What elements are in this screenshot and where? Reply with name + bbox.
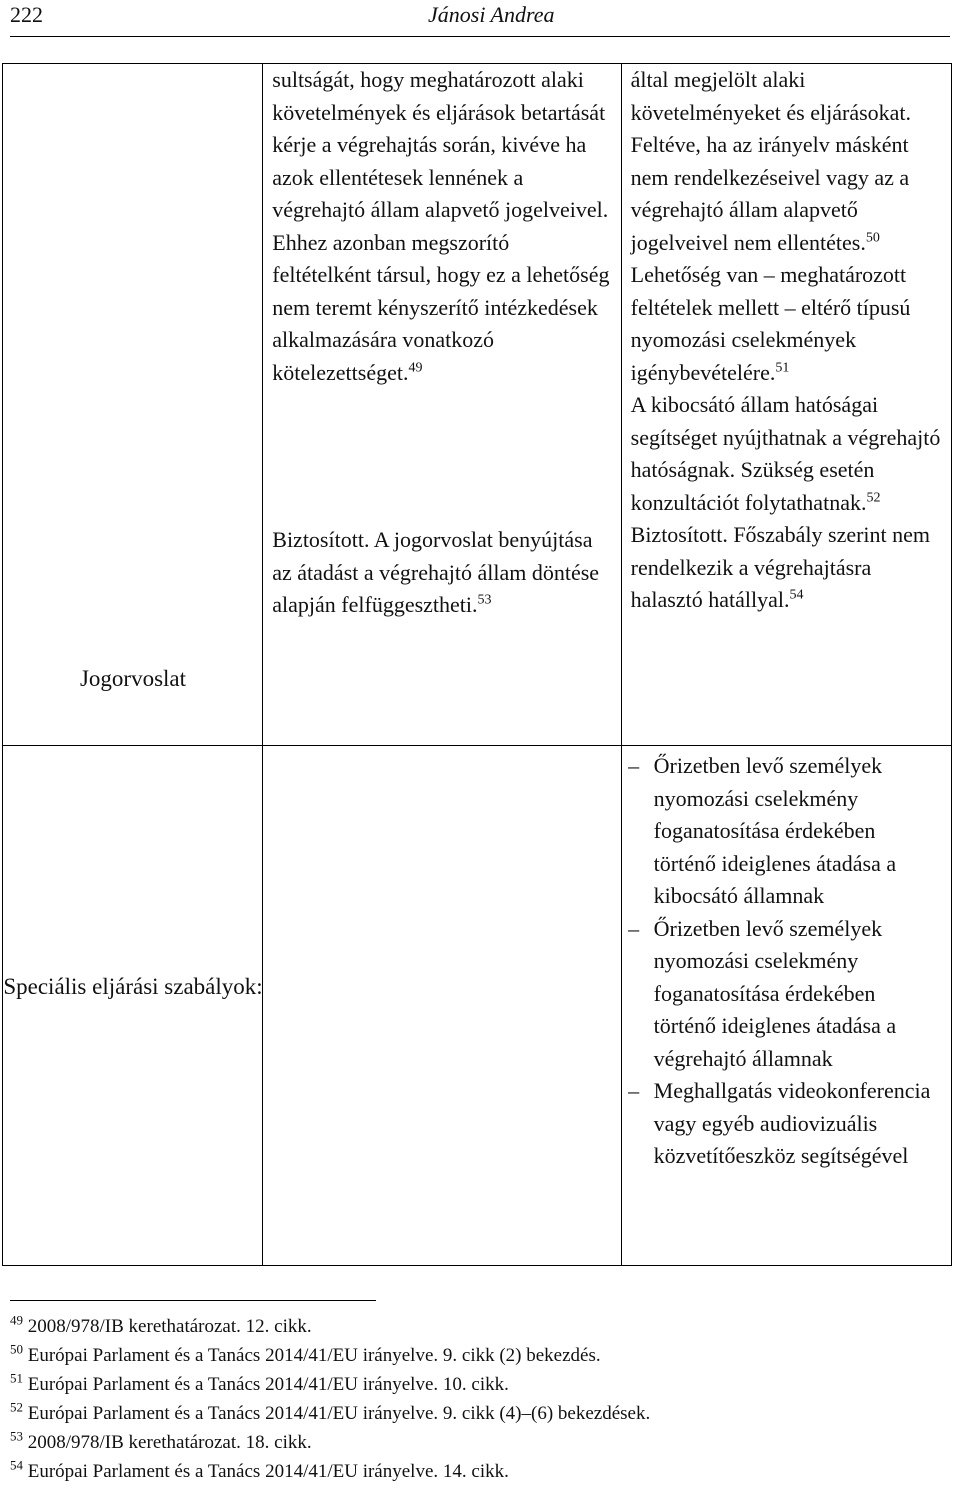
col2-cell [263, 64, 621, 746]
row-label-cell [3, 64, 263, 746]
list-item: – Őrizetben levő személyek nyomozási cselekmény foganatosítása érdekében történő ideiglenes átadása a kibocsátó államnak [622, 750, 943, 913]
comparison-table [2, 63, 952, 1266]
footnotes [10, 1312, 950, 1486]
list-item: – Őrizetben levő személyek nyomozási cselekmény foganatosítása érdekében történő ideiglenes átadása a végrehajtó államnak [622, 913, 943, 1076]
table-row-special-procedures [3, 746, 952, 1266]
col3-remedy-text: Biztosított. Főszabály szerint nem rendelkezik a végrehajtásra halasztó hatállyal.$^{54}$ [630, 522, 931, 612]
row-label-cell [3, 746, 263, 1266]
header-rule [10, 36, 950, 37]
col3-cell [621, 746, 951, 1266]
footnote: $^{53}$ 2008/978/IB kerethatározat. 18. cikk. [10, 1428, 312, 1453]
list-item: – Meghallgatás videokonferencia vagy egyéb audiovizuális közvetítőeszköz segítségével [622, 1075, 943, 1173]
footnote: $^{50}$ Európai Parlament és a Tanács 2014/41/EU irányelve. 9. cikk (2) bekezdés. [10, 1341, 601, 1366]
table-row-remedy [3, 64, 952, 746]
footnote-ref: 49 [408, 360, 423, 376]
col3-paragraph: által megjelölt alaki követelményeket és eljárásokat. Feltéve, ha az irányelv másként nem rendelkezéseivel vagy az a végrehajtó állam alapvető jogelveivel nem ellentétes.$^{50}$ [630, 67, 912, 255]
col3-paragraph: A kibocsátó állam hatóságai segítséget nyújthatnak a végrehajtó hatóságnak. Szükség esetén konzultációt folytathatnak.$^{52}$ [630, 392, 941, 515]
footnote-ref: 52 [866, 490, 881, 506]
footnote: $^{52}$ Európai Parlament és a Tanács 2014/41/EU irányelve. 9. cikk (4)–(6) bekezdések. [10, 1399, 651, 1424]
running-head-author: Jánosi Andrea [428, 2, 555, 27]
footnote: $^{49}$ 2008/978/IB kerethatározat. 12. cikk. [10, 1312, 312, 1337]
row-label-remedy: Jogorvoslat [79, 666, 187, 691]
footnote-rule [10, 1300, 376, 1301]
col2-remedy-text: Biztosított. A jogorvoslat benyújtása az átadást a végrehajtó állam döntése alapján felfüggesztheti.$^{53}$ [272, 527, 600, 617]
col3-cell [621, 64, 951, 746]
footnote-ref: 53 [477, 592, 492, 608]
footnote-ref: 50 [865, 230, 880, 246]
footnote: $^{51}$ Európai Parlament és a Tanács 2014/41/EU irányelve. 10. cikk. [10, 1370, 509, 1395]
row-label-special-procedures: Speciális eljárási szabályok: [3, 974, 263, 999]
page-number: 222 [10, 2, 43, 27]
special-procedures-list [622, 746, 951, 1173]
col2-cell-empty [263, 746, 621, 1266]
col3-paragraph: Lehetőség van – meghatározott feltételek mellett – eltérő típusú nyomozási cselekmények igénybevételére.$^{51}$ [630, 262, 911, 385]
col2-continued-text: sultságát, hogy meghatározott alaki követelmények és eljárások betartását kérje a végrehajtás során, kivéve ha azok ellentétesek lennének a végrehajtó állam alapvető jogelveivel. Ehhez azonban megszorító feltételként társul, hogy ez a lehetőség nem teremt kényszerítő intézkedések alkalmazására vonatkozó kötelezettséget.$^{49}$ [272, 67, 610, 385]
footnote-ref: 54 [789, 587, 804, 603]
footnote: $^{54}$ Európai Parlament és a Tanács 2014/41/EU irányelve. 14. cikk. [10, 1457, 509, 1482]
footnote-ref: 51 [775, 360, 790, 376]
